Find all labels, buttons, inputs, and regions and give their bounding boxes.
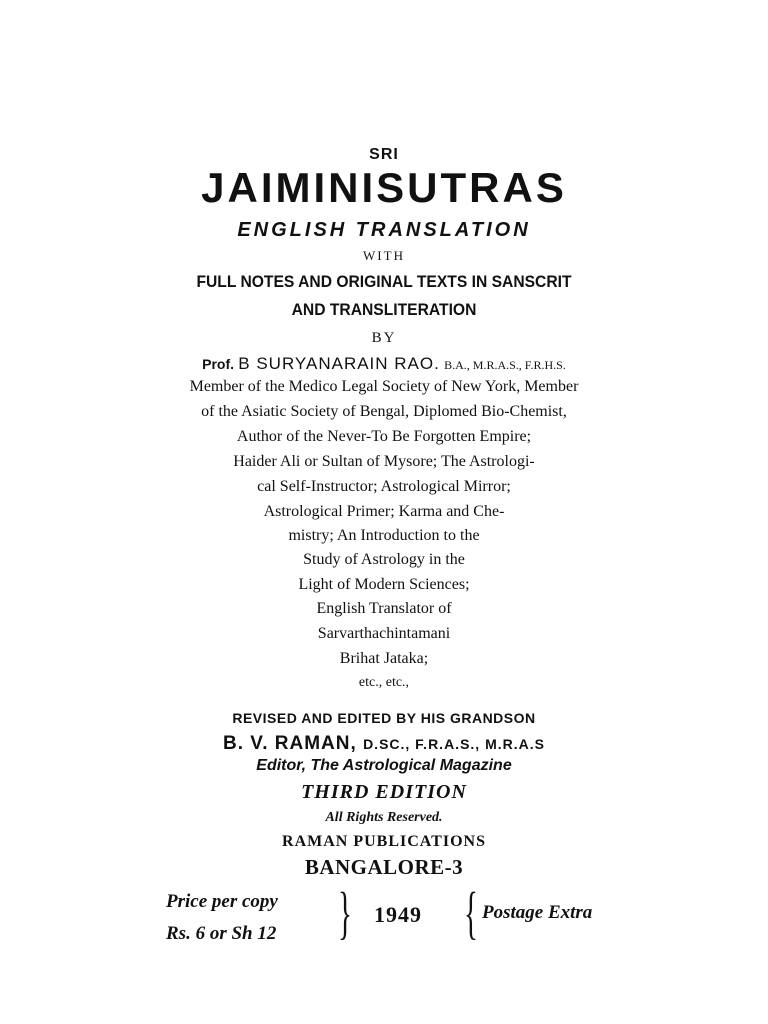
revised-by-line: REVISED AND EDITED BY HIS GRANDSON: [232, 710, 536, 726]
with-label: WITH: [363, 248, 405, 263]
description-line: Light of Modern Sciences;: [298, 576, 470, 593]
description-line: of the Asiatic Society of Bengal, Diplomed Bio-Chemist,: [201, 403, 567, 420]
editor-degrees: D.SC., F.R.A.S., M.R.A.S: [363, 736, 545, 752]
editor-line: [0, 733, 768, 755]
description-line: English Translator of: [316, 600, 452, 617]
price-label: Price per copy: [166, 891, 278, 912]
publisher-name: RAMAN PUBLICATIONS: [282, 833, 486, 850]
description-line: etc., etc.,: [358, 675, 410, 690]
description-line: Haider Ali or Sultan of Mysore; The Astrologi-: [233, 453, 535, 470]
publisher-city: BANGALORE-3: [304, 855, 464, 879]
author-degrees: B.A., M.R.A.S., F.R.H.S.: [444, 358, 566, 372]
description-line: Study of Astrology in the: [303, 551, 465, 568]
description-line: mistry; An Introduction to the: [288, 527, 480, 544]
editor-name: B. V. RAMAN,: [223, 733, 357, 754]
description-line: Brihat Jataka;: [339, 650, 429, 667]
by-label: BY: [371, 330, 397, 346]
book-subtitle: ENGLISH TRANSLATION: [237, 219, 531, 241]
right-brace-glyph: }: [338, 880, 352, 945]
author-prefix: Prof.: [202, 356, 235, 372]
author-line: [0, 354, 768, 374]
description-line: Sarvarthachintamani: [317, 625, 451, 642]
notes-line-2: AND TRANSLITERATION: [291, 300, 477, 319]
sri-heading: SRI: [369, 146, 399, 163]
editor-role: Editor, The Astrological Magazine: [256, 757, 512, 774]
left-brace-glyph: {: [464, 880, 478, 945]
description-line: cal Self-Instructor; Astrological Mirror;: [257, 478, 511, 495]
description-line: Author of the Never-To Be Forgotten Empire;: [236, 428, 532, 445]
edition-label: THIRD EDITION: [301, 781, 467, 803]
rights-notice: All Rights Reserved.: [325, 810, 443, 825]
author-name: B SURYANARAIN RAO.: [238, 354, 440, 373]
postage-note: Postage Extra: [482, 902, 593, 923]
notes-line-1: FULL NOTES AND ORIGINAL TEXTS IN SANSCRIT: [196, 272, 572, 291]
price-value: Rs. 6 or Sh 12: [166, 923, 277, 944]
description-line: Member of the Medico Legal Society of New York, Member: [189, 378, 579, 395]
description-line: Astrological Primer; Karma and Che-: [263, 503, 505, 520]
publication-year: 1949: [374, 902, 422, 927]
price-block: [166, 886, 278, 950]
book-title: JAIMINISUTRAS: [201, 164, 567, 211]
